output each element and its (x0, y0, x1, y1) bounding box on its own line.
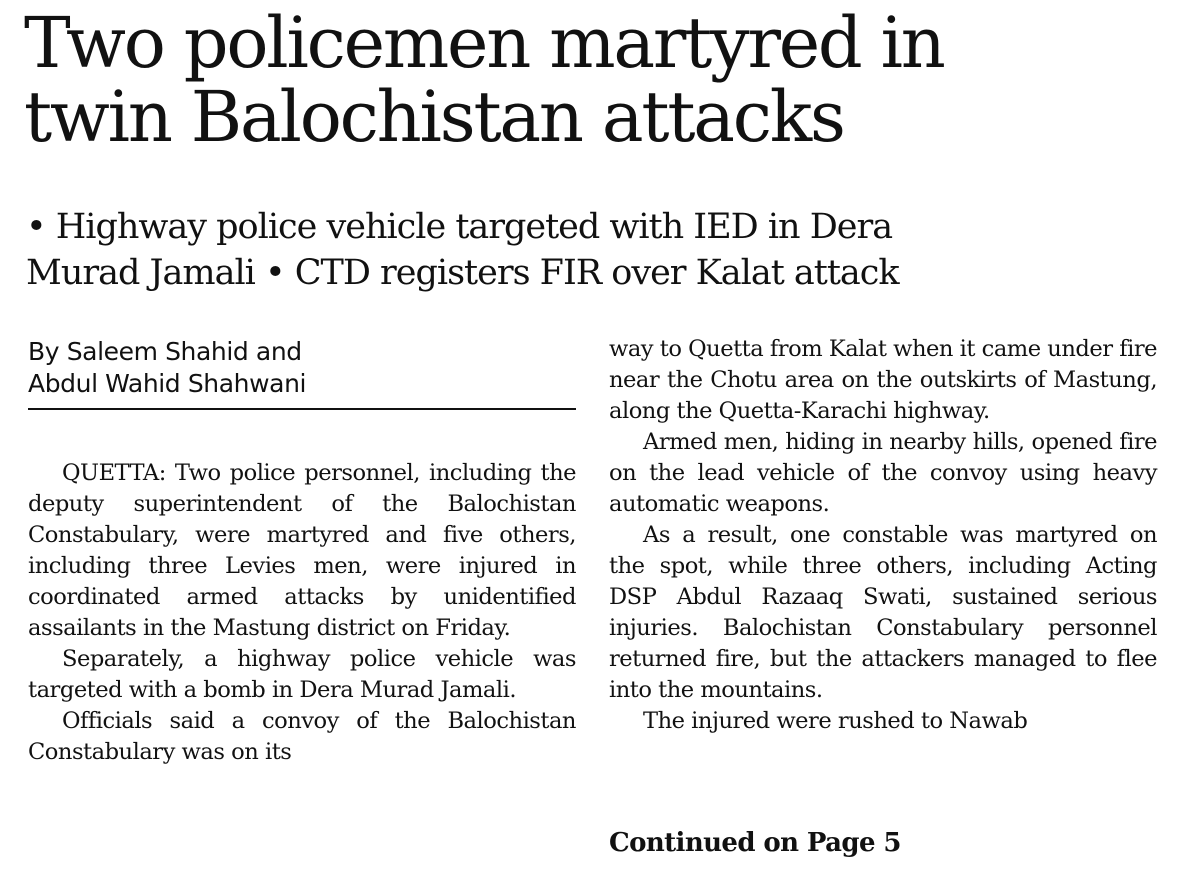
byline (28, 336, 576, 410)
headline-line-2: twin Balochistan attacks (24, 76, 844, 158)
headline-line-1: Two policemen martyred in (24, 2, 944, 84)
paragraph: Separately, a highway police vehicle was targeted with a bomb in Dera Murad Jamali. (28, 646, 576, 703)
subheadline-line-1: • Highway police vehicle targeted with IED in Dera (26, 207, 893, 247)
byline-line-1: By Saleem Shahid and (28, 337, 302, 366)
continued-on-page: Continued on Page 5 (609, 828, 901, 858)
paragraph: Officials said a convoy of the Balochistan Constabulary was on its (28, 708, 576, 765)
article-column-right (609, 334, 1157, 737)
subheadline-line-2: Murad Jamali • CTD registers FIR over Kalat attack (26, 253, 899, 293)
paragraph: The injured were rushed to Nawab (643, 708, 1028, 734)
paragraph: As a result, one constable was martyred on the spot, while three others, including Acting DSP Abdul Razaaq Swati, sustained serious injuries. Balochistan Constabulary personnel returned fire, but the attackers managed to flee into the mountains. (609, 522, 1157, 703)
subheadline (26, 204, 1166, 296)
paragraph: Armed men, hiding in nearby hills, opened fire on the lead vehicle of the convoy using heavy automatic weapons. (609, 429, 1157, 517)
paragraph: way to Quetta from Kalat when it came under fire near the Chotu area on the outskirts of Mastung, along the Quetta-Karachi highway. (609, 336, 1157, 424)
byline-line-2: Abdul Wahid Shahwani (28, 369, 307, 398)
headline (24, 2, 1164, 158)
article-column-left (28, 458, 576, 768)
paragraph: QUETTA: Two police personnel, including the deputy superintendent of the Balochistan Constabulary, were martyred and five others, including three Levies men, were injured in coordinated armed attacks by unidentified assailants in the Mastung district on Friday. (28, 460, 576, 641)
